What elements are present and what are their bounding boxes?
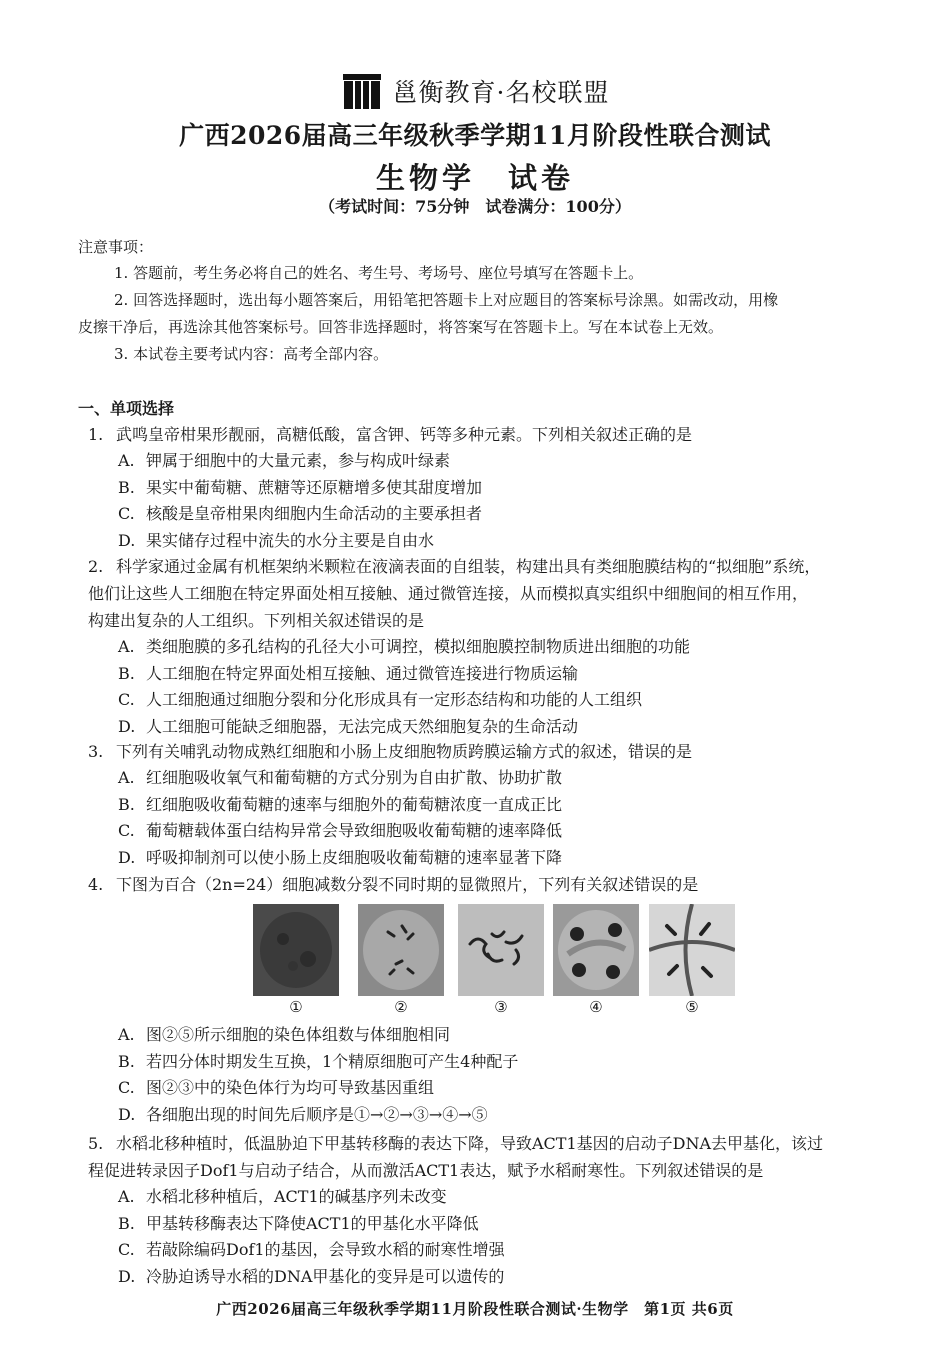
option-text: 红细胞吸收葡萄糖的速率与细胞外的葡萄糖浓度一直成正比: [146, 794, 563, 814]
option-d: [88, 845, 914, 872]
option-label: D.: [118, 847, 136, 867]
question-text: 武鸣皇帝柑果形靓丽，高糖低酸，富含钾、钙等多种元素。下列相关叙述正确的是: [116, 425, 693, 444]
question-text: 下列有关哺乳动物成熟红细胞和小肠上皮细胞物质跨膜运输方式的叙述，错误的是: [116, 742, 693, 761]
option-label: A.: [118, 451, 135, 470]
question-text: [88, 553, 914, 634]
option-d: [88, 1264, 914, 1291]
option-text: 人工细胞在特定界面处相互接触、通过微管连接进行物质运输: [146, 663, 579, 683]
option-d: [88, 528, 914, 555]
option-label: C.: [118, 1240, 135, 1259]
option-text: 核酸是皇帝柑果肉细胞内生命活动的主要承担者: [146, 504, 483, 523]
figure-label: ③: [494, 998, 508, 1016]
figure-label: ④: [589, 998, 603, 1016]
micrograph-figure: [253, 904, 723, 1016]
question-3: [88, 738, 914, 871]
option-label: B.: [118, 794, 135, 814]
question-number: 5.: [88, 1134, 104, 1153]
notes-heading: 注意事项：: [78, 238, 154, 256]
section-heading: 一、单项选择: [78, 399, 175, 418]
note-line: 皮擦干净后，再选涂其他答案标号。回答非选择题时，将答案写在答题卡上。写在本试卷上无效。: [78, 318, 724, 336]
school-logo-icon: [341, 70, 383, 112]
question-stem: [88, 553, 914, 634]
exam-title: 广西2026届高三年级秋季学期11月阶段性联合测试: [179, 121, 771, 150]
option-text: 冷胁迫诱导水稻的DNA甲基化的变异是可以遗传的: [146, 1266, 505, 1286]
question-stem: [88, 1130, 914, 1184]
micrograph-3: [458, 904, 544, 996]
option-text: 图②③中的染色体行为均可导致基因重组: [146, 1078, 435, 1097]
option-text: 类细胞膜的多孔结构的孔径大小可调控，模拟细胞膜控制物质进出细胞的功能: [146, 637, 691, 656]
question-4-options: [88, 1022, 914, 1128]
brand-name: 邕衡教育·名校联盟: [392, 78, 610, 107]
note-line: 2. 回答选择题时，选出每小题答案后，用铅笔把答题卡上对应题目的答案标号涂黑。如需改动，用橡: [114, 291, 779, 309]
question-stem: [88, 871, 914, 898]
option-a: [88, 1184, 914, 1211]
option-text: 钾属于细胞中的大量元素，参与构成叶绿素: [146, 451, 451, 470]
figure-label: ⑤: [685, 998, 699, 1016]
micrograph-5: [649, 904, 735, 996]
option-text: 水稻北移种植后，ACT1的碱基序列未改变: [146, 1187, 447, 1206]
option-d: [88, 1102, 914, 1129]
question-1: [88, 421, 914, 554]
micrograph-4: [553, 904, 639, 996]
option-text: 果实中葡萄糖、蔗糖等还原糖增多使其甜度增加: [146, 477, 483, 497]
option-text: 呼吸抑制剂可以使小肠上皮细胞吸收葡萄糖的速率显著下降: [146, 847, 563, 867]
option-c: [88, 1075, 914, 1102]
stem-line: 科学家通过金属有机框架纳米颗粒在液滴表面的自组装，构建出具有类细胞膜结构的“拟细胞”系统，: [116, 557, 821, 576]
option-b: [88, 475, 914, 502]
option-c: [88, 501, 914, 528]
question-text: [88, 1130, 914, 1184]
option-a: [88, 634, 914, 661]
micrograph-2: [358, 904, 444, 996]
option-text: 人工细胞可能缺乏细胞器，无法完成天然细胞复杂的生命活动: [146, 716, 579, 736]
option-text: 图②⑤所示细胞的染色体组数与体细胞相同: [146, 1025, 451, 1044]
option-label: B.: [118, 1213, 135, 1233]
stem-line: 水稻北移种植时，低温胁迫下甲基转移酶的表达下降，导致ACT1基因的启动子DNA去甲基化，该过: [116, 1134, 824, 1153]
question-5: [88, 1130, 914, 1290]
stem-line: 他们让这些人工细胞在特定界面处相互接触、通过微管连接，从而模拟真实组织中细胞间的相互作用，: [88, 584, 809, 603]
option-text: 红细胞吸收氧气和葡萄糖的方式分别为自由扩散、协助扩散: [146, 768, 563, 787]
option-c: [88, 818, 914, 845]
option-label: A.: [118, 637, 135, 656]
option-a: [88, 448, 914, 475]
figure-label: ①: [289, 998, 303, 1016]
option-text: 甲基转移酶表达下降使ACT1的甲基化水平降低: [146, 1213, 479, 1233]
option-text: 果实储存过程中流失的水分主要是自由水: [146, 530, 435, 550]
option-a: [88, 765, 914, 792]
option-c: [88, 687, 914, 714]
option-d: [88, 714, 914, 741]
notes-block: [78, 234, 908, 368]
micrograph-1: [253, 904, 339, 996]
option-label: D.: [118, 530, 136, 550]
option-label: B.: [118, 1051, 135, 1071]
option-label: C.: [118, 1078, 135, 1097]
question-number: 3.: [88, 742, 104, 761]
question-stem: [88, 421, 914, 448]
question-number: 2.: [88, 557, 104, 576]
question-4: [88, 871, 914, 898]
option-label: A.: [118, 1025, 135, 1044]
option-label: A.: [118, 1187, 135, 1206]
option-label: A.: [118, 768, 135, 787]
option-text: 若四分体时期发生互换，1个精原细胞可产生4种配子: [146, 1051, 519, 1071]
option-label: C.: [118, 821, 135, 840]
option-label: C.: [118, 690, 135, 709]
question-number: 1.: [88, 425, 104, 444]
question-number: 4.: [88, 875, 104, 894]
option-text: 葡萄糖载体蛋白结构异常会导致细胞吸收葡萄糖的速率降低: [146, 821, 563, 840]
option-label: B.: [118, 477, 135, 497]
option-text: 各细胞出现的时间先后顺序是①→②→③→④→⑤: [146, 1104, 488, 1124]
exam-info: （考试时间：75分钟 试卷满分：100分）: [319, 197, 631, 216]
brand-header: [0, 70, 950, 112]
question-text: 下图为百合（2n=24）细胞减数分裂不同时期的显微照片，下列有关叙述错误的是: [116, 875, 699, 894]
note-line: 3. 本试卷主要考试内容：高考全部内容。: [114, 345, 389, 363]
question-2: [88, 553, 914, 740]
option-b: [88, 792, 914, 819]
option-c: [88, 1237, 914, 1264]
page-footer: 广西2026届高三年级秋季学期11月阶段性联合测试·生物学 第1页 共6页: [216, 1300, 734, 1318]
option-b: [88, 661, 914, 688]
option-label: B.: [118, 663, 135, 683]
option-label: D.: [118, 1266, 136, 1286]
option-b: [88, 1211, 914, 1238]
option-text: 人工细胞通过细胞分裂和分化形成具有一定形态结构和功能的人工组织: [146, 690, 643, 709]
stem-line: 程促进转录因子Dof1与启动子结合，从而激活ACT1表达，赋予水稻耐寒性。下列叙述错误的是: [88, 1161, 764, 1180]
option-label: D.: [118, 716, 136, 736]
figure-label: ②: [394, 998, 408, 1016]
question-stem: [88, 738, 914, 765]
subject-title: 生物学 试卷: [375, 161, 574, 195]
option-b: [88, 1049, 914, 1076]
option-text: 若敲除编码Dof1的基因，会导致水稻的耐寒性增强: [146, 1240, 505, 1259]
option-label: C.: [118, 504, 135, 523]
option-label: D.: [118, 1104, 136, 1124]
stem-line: 构建出复杂的人工组织。下列相关叙述错误的是: [88, 611, 425, 630]
option-a: [88, 1022, 914, 1049]
note-line: 1. 答题前，考生务必将自己的姓名、考生号、考场号、座位号填写在答题卡上。: [114, 264, 644, 282]
